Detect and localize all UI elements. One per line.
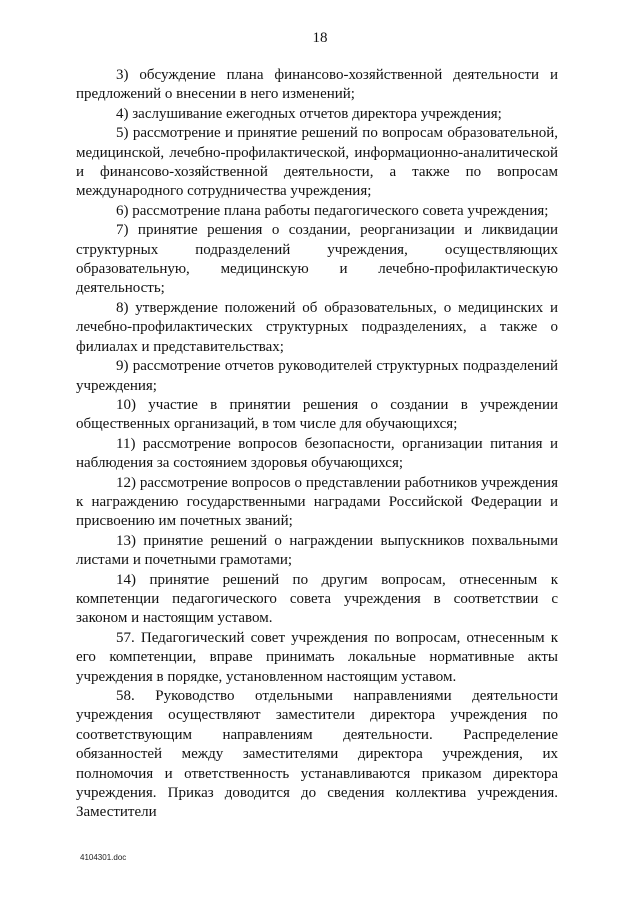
paragraph-item-6: 6) рассмотрение плана работы педагогического совета учреждения; [116, 202, 549, 219]
paragraph-clause-58: 58. Руководство отдельными направлениями деятельности учреждения осуществляют заместители директора учреждения по соответствующим направлениям деятельности. Распределение обязанностей между заместителями директора учреждения, их полномочия и ответственность устанавливаются приказом директора учреждения. Приказ доводится до сведения коллектива учреждения. Заместители [76, 688, 558, 821]
paragraph-item-5: 5) рассмотрение и принятие решений по вопросам образовательной, медицинской, лечебно-профилактической, информационно-аналитической и финансово-хозяйственной деятельности, а также по вопросам международного сотрудничества учреждения; [76, 125, 558, 200]
paragraph-item-14: 14) принятие решений по другим вопросам, отнесенным к компетенции педагогического совета учреждения в соответствии с законом и настоящим уставом. [76, 571, 558, 627]
paragraph-item-10: 10) участие в принятии решения о создании в учреждении общественных организаций, в том числе для обучающихся; [76, 396, 558, 433]
paragraph-clause-57: 57. Педагогический совет учреждения по вопросам, отнесенным к его компетенции, вправе принимать локальные нормативные акты учреждения в порядке, установленном настоящим уставом. [76, 629, 558, 685]
paragraph-item-8: 8) утверждение положений об образовательных, о медицинских и лечебно-профилактических структурных подразделениях, а также о филиалах и представительствах; [76, 299, 558, 355]
page-number: 18 [312, 30, 328, 46]
paragraph-item-4: 4) заслушивание ежегодных отчетов директора учреждения; [116, 105, 502, 122]
paragraph-item-11: 11) рассмотрение вопросов безопасности, организации питания и наблюдения за состоянием здоровья обучающихся; [76, 435, 558, 472]
paragraph-item-12: 12) рассмотрение вопросов о представлении работников учреждения к награждению государственными наградами Российской Федерации и присвоению им почетных званий; [76, 474, 558, 530]
paragraph-item-3: 3) обсуждение плана финансово-хозяйственной деятельности и предложений о внесении в него изменений; [76, 67, 558, 103]
paragraph-item-9: 9) рассмотрение отчетов руководителей структурных подразделений учреждения; [76, 358, 558, 394]
document-body [76, 66, 558, 823]
paragraph-item-7: 7) принятие решения о создании, реорганизации и ликвидации структурных подразделений учреждения, осуществляющих образовательную, медицинскую и лечебно-профилактическую деятельность; [76, 222, 558, 297]
paragraph-item-13: 13) принятие решений о награждении выпускников похвальными листами и почетными грамотами; [76, 532, 558, 569]
footer-filename: 4104301.doc [80, 853, 127, 862]
